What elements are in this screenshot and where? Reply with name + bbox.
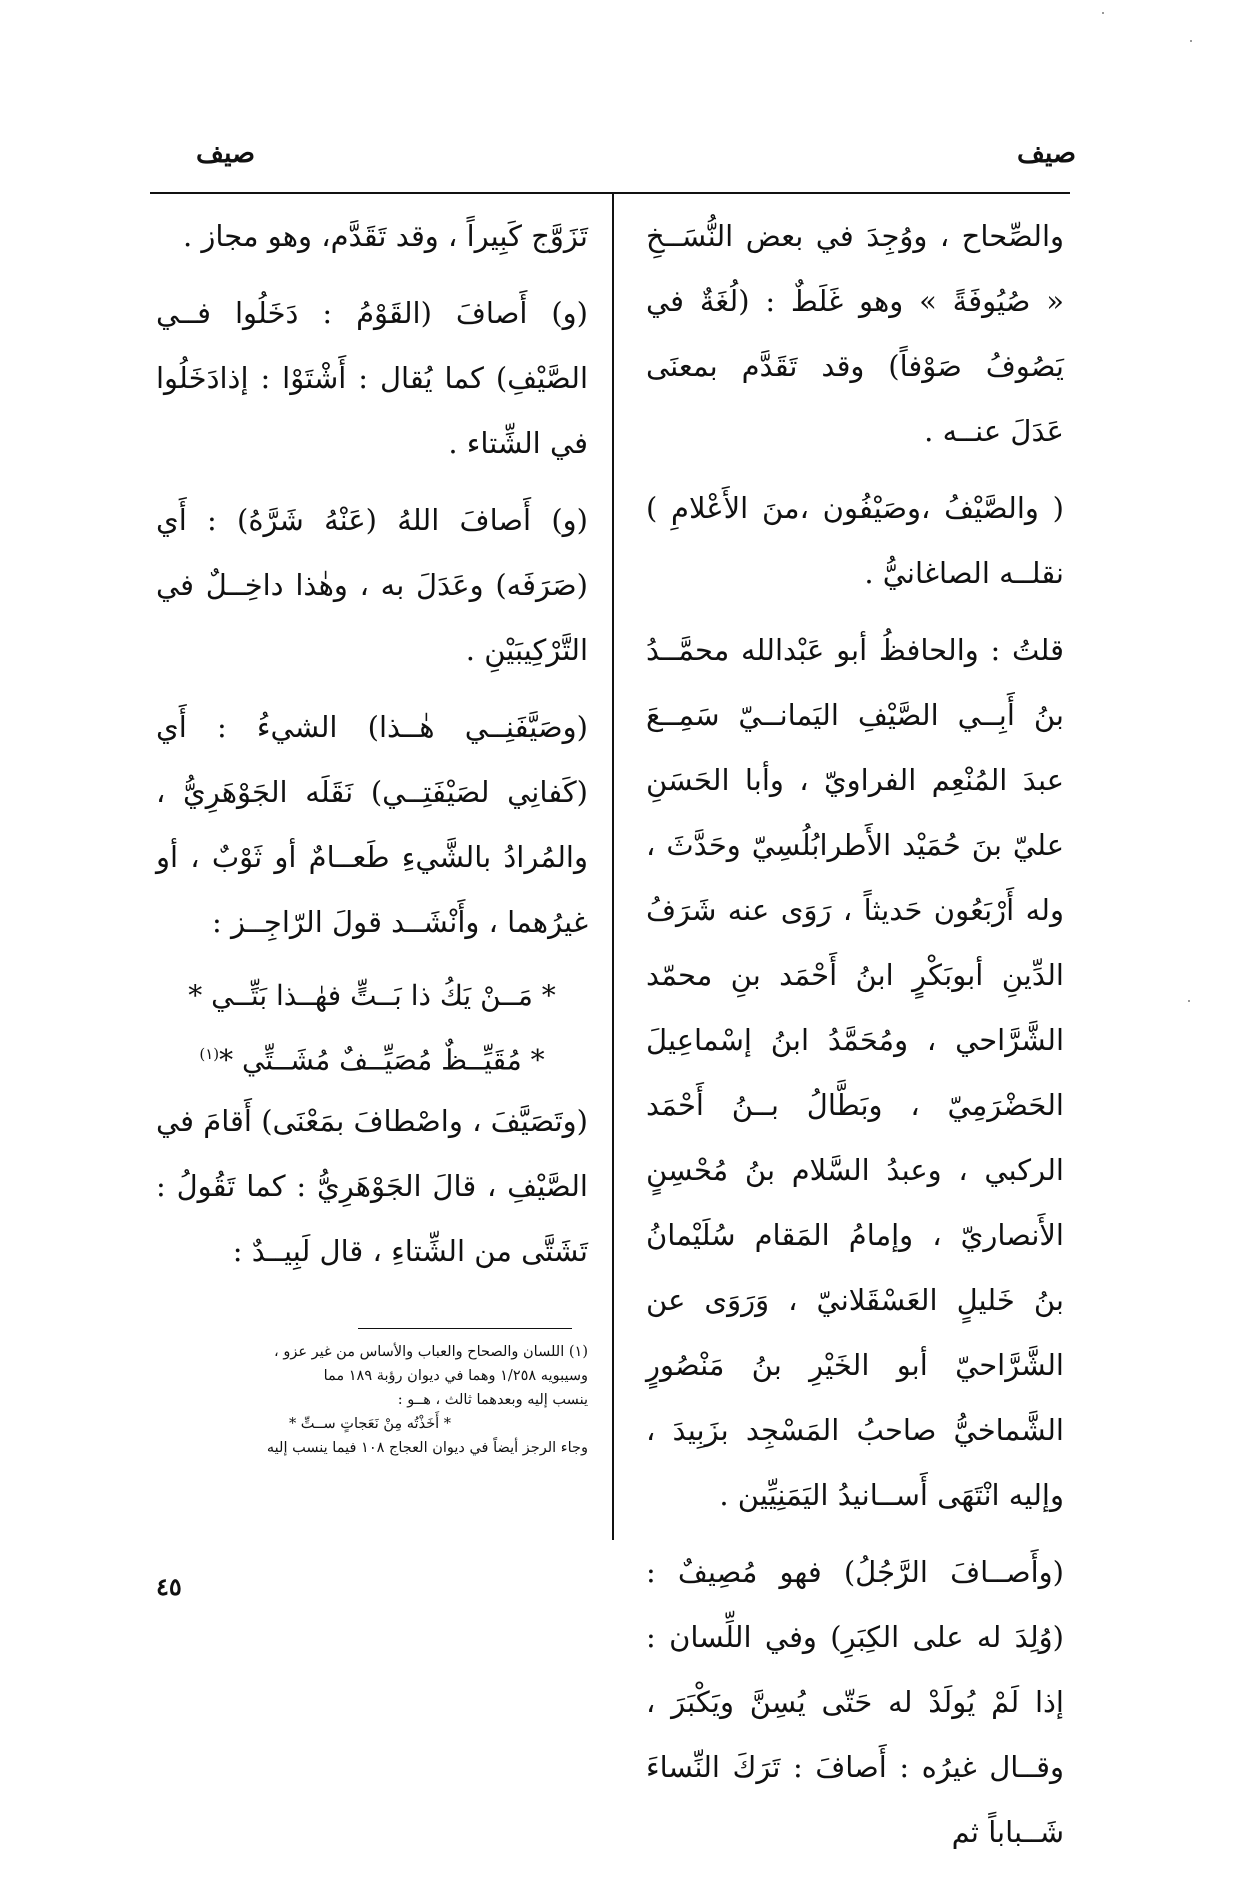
header-rule <box>150 192 1070 194</box>
footnote-line: (١) اللسان والصحاح والعباب والأساس من غير عزو ، <box>274 1344 588 1360</box>
footnote-line: ينسب إليه وبعدهما ثالث ، هــو : <box>397 1392 588 1408</box>
entry-paragraph: قلتُ : والحافظُ أبو عَبْدالله محمَّــدُ بنُ أَبِــي الصَّيْفِ اليَمانــيّ سَمِــعَ عبدَ المُنْعِم الفراويّ ، وأبا الحَسَنِ عليّ بنَ حُمَيْد الأَطرابُلُسِيّ وحَدَّثَ ، وله أَرْبَعُون حَديثاً ، رَوَى عنه شَرَفُ الدِّينِ أبوبَكْرٍ ابنُ أَحْمَد بنِ محمّد الشَّرَّاحي ، ومُحَمَّدُ ابنُ إسْماعِيلَ الحَضْرَمِيّ ، وبَطَّالُ بــنُ أَحْمَد الركبي ، وعبدُ السَّلام بنُ مُحْسِنٍ الأَنصاريّ ، وإمامُ المَقام سُلَيْمانُ بنُ خَليلٍ العَسْقَلانيّ ، وَرَوَى عن الشَّرَّاحيّ أبو الخَيْرِ بنُ مَنْصُورٍ الشَّماخيُّ صاحبُ المَسْجِد بزَبِيدَ ، وإليه انْتَهَى أَســانيدُ اليَمَنِيِّين . <box>646 633 1064 1512</box>
right-column <box>646 204 1064 1877</box>
footnote-marker: (١) <box>199 1045 220 1063</box>
scan-speck <box>1190 40 1192 42</box>
poetry-verse <box>156 967 588 1089</box>
entry-paragraph: والصِّحاح ، ووُجِدَ في بعض النُّسَــخِ « صُيُوفَةً » وهو غَلَطٌ : (لُغَةٌ في يَصُوفُ صَوْفاً) وقد تَقَدَّم بمعنَى عَدَلَ عنــه . <box>646 219 1064 448</box>
entry-paragraph: ( والصَّيْفُ ،وصَيْفُون ،منَ الأَعْلامِ ) نقلــه الصاغانيُّ . <box>646 491 1064 590</box>
entry-paragraph: (وأَصــافَ الرَّجُلُ) فهو مُصِيفٌ : (وُلِدَ له على الكِبَرِ) وفي اللِّسان : إذا لَمْ يُولَدْ له حَتّى يُسِنَّ ويَكْبَرَ ، وقــال غيرُه : أَصافَ : تَرَكَ النِّساءَ شَــباباً ثم <box>646 1555 1064 1849</box>
scan-speck <box>1102 12 1104 14</box>
page-number: ٤٥ <box>156 1572 182 1601</box>
column-divider <box>612 194 614 1540</box>
entry-paragraph: (وصَيَّفَنِــي هٰــذا) الشيءُ : أَي (كَفانِي لصَيْفَتِــي) نَقَلَه الجَوْهَرِيُّ ، والمُرادُ بالشَّيءِ طَعــامٌ أو ثَوْبٌ ، أو غيرُهما ، وأَنْشَــد قولَ الرّاجِــز : <box>156 710 588 939</box>
footnote-rule <box>358 1328 572 1329</box>
entry-paragraph: تَزَوَّج كَبِيراً ، وقد تَقَدَّم، وهو مجاز . <box>182 219 588 253</box>
verse-line <box>156 1025 588 1089</box>
verse-line-text: * مُقَيِّــظٌ مُصَيِّــفٌ مُشَــتِّي * <box>219 1043 545 1077</box>
entry-paragraph: (و) أَصافَ اللهُ (عَنْهُ شَرَّهُ) : أَي (صَرَفَه) وعَدَلَ به ، وهٰذا داخِــلٌ في التَّرْكِيبَيْنِ . <box>156 503 588 667</box>
footnote-line: وسيبويه ١/٢٥٨ وهما في ديوان رؤبة ١٨٩ مما <box>323 1368 588 1384</box>
footnotes <box>152 1340 588 1460</box>
entry-paragraph: (و) أَصافَ (القَوْمُ : دَخَلُوا فــي الصَّيْفِ) كما يُقال : أَشْتَوْا : إذادَخَلُوا في الشِّتاء . <box>156 296 588 460</box>
running-head-left: صيف <box>196 138 256 169</box>
running-head-right: صيف <box>1016 138 1076 169</box>
scan-speck <box>1188 1000 1190 1002</box>
footnote-verse: * أَخَذْتُه مِنْ نَعَجاتٍ ســتِّ * <box>288 1416 452 1432</box>
entry-paragraph: (وتَصَيَّفَ ، واصْطافَ بمَعْنَى) أَقامَ في الصَّيْفِ ، قالَ الجَوْهَرِيُّ : كما تَقُولُ : تَشَتَّى من الشِّتاءِ ، قال لَبِيــدٌ : <box>156 1104 588 1269</box>
left-column <box>156 204 588 1296</box>
footnote-line: وجاء الرجز أيضاً في ديوان العجاج ١٠٨ فيما ينسب إليه <box>266 1440 588 1456</box>
verse-line: * مَــنْ يَكُ ذا بَــتٍّ فهٰــذا بَتِّــي * <box>188 979 556 1012</box>
